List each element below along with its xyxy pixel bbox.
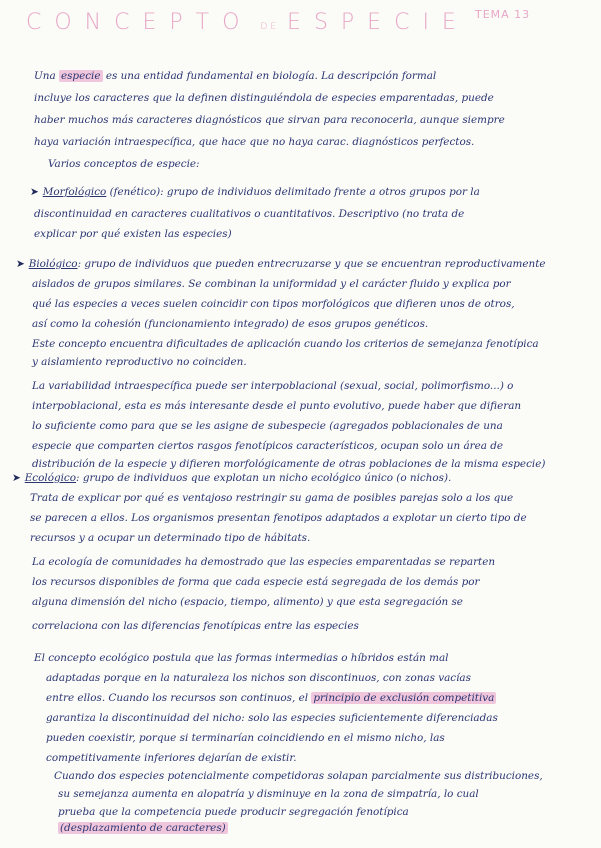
title-word-concepto: CONCEPTO <box>26 10 253 35</box>
bullet-arrow-icon: ➤ <box>12 472 21 484</box>
page-title <box>26 10 469 35</box>
biologico-line: y aislamiento reproductivo no coinciden. <box>32 356 247 368</box>
biologico-line: ➤ Biológico: grupo de individuos que pueden entrecruzarse y que se encuentran reproductivamente <box>16 258 546 270</box>
ecologia-line: alguna dimensión del nicho (espacio, tiempo, alimento) y que esta segregación se <box>32 596 463 608</box>
final-line <box>58 822 228 835</box>
final-line: su semejanza aumenta en alopatría y disminuye en la zona de simpatría, lo cual <box>58 788 479 800</box>
concept-term: Morfológico <box>42 186 107 198</box>
intro-line: haya variación intraespecífica, que hace que no haya carac. diagnósticos perfectos. <box>34 136 475 148</box>
biologico-line: distribución de la especie y difieren morfológicamente de otras poblaciones de la misma especie) <box>32 458 546 470</box>
postula-line: entre ellos. Cuando los recursos son continuos, el principio de exclusión competitiva <box>46 692 495 704</box>
ecologia-line: correlaciona con las diferencias fenotípicas entre las especies <box>32 620 359 632</box>
ecologico-line: se parecen a ellos. Los organismos presentan fenotipos adaptados a explotar un cierto tipo de <box>30 512 527 524</box>
concept-term: Ecológico <box>24 472 77 484</box>
biologico-line: qué las especies a veces suelen coincidir con tipos morfológicos que difieren unos de otros, <box>32 298 515 310</box>
intro-line: haber muchos más caracteres diagnósticos que sirvan para reconocerla, aunque siempre <box>34 114 505 126</box>
highlighted-text: especie <box>60 70 101 82</box>
highlighted-text: (desplazamiento de caracteres) <box>60 822 226 834</box>
final-line: prueba que la competencia puede producir segregación fenotípica <box>58 806 409 818</box>
title-word-de: DE <box>260 22 280 32</box>
postula-line: competitivamente inferiores dejarían de existir. <box>46 752 297 764</box>
morfologico-line: discontinuidad en caracteres cualitativos o cuantitativos. Descriptivo (no trata de <box>34 208 465 220</box>
ecologico-line: ➤ Ecológico: grupo de individuos que explotan un nicho ecológico único (o nichos). <box>12 472 452 484</box>
intro-line: Varios conceptos de especie: <box>48 158 200 170</box>
postula-line: El concepto ecológico postula que las formas intermedias o híbridos están mal <box>34 652 449 664</box>
biologico-line: lo suficiente como para que se les asigne de subespecie (agregados poblacionales de una <box>32 420 503 432</box>
morfologico-line: ➤ Morfológico (fenético): grupo de individuos delimitado frente a otros grupos por la <box>30 186 480 198</box>
postula-line: garantiza la discontinuidad del nicho: solo las especies suficientemente diferenciadas <box>46 712 498 724</box>
postula-line: adaptadas porque en la naturaleza los nichos son discontinuos, con zonas vacías <box>46 672 471 684</box>
ecologico-line: recursos y a ocupar un determinado tipo de hábitats. <box>30 532 311 544</box>
biologico-line: Este concepto encuentra dificultades de aplicación cuando los criterios de semejanza fenotípica <box>32 338 539 350</box>
bullet-arrow-icon: ➤ <box>16 258 25 270</box>
ecologia-line: los recursos disponibles de forma que cada especie está segregada de los demás por <box>32 576 480 588</box>
concept-term: Biológico <box>28 258 78 270</box>
topic-label: TEMA 13 <box>475 8 531 21</box>
morfologico-line: explicar por qué existen las especies) <box>34 228 232 240</box>
intro-line: Una especie es una entidad fundamental en biología. La descripción formal <box>34 70 437 82</box>
highlighted-text: principio de exclusión competitiva <box>313 692 495 704</box>
bullet-arrow-icon: ➤ <box>30 186 39 198</box>
ecologico-line: Trata de explicar por qué es ventajoso restringir su gama de posibles parejas solo a los que <box>30 492 514 504</box>
biologico-line: especie que comparten ciertos rasgos fenotípicos característicos, ocupan solo un área de <box>32 440 504 452</box>
biologico-line: interpoblacional, esta es más interesante desde el punto evolutivo, puede haber que difieran <box>32 400 522 412</box>
postula-line: pueden coexistir, porque si terminarían coincidiendo en el mismo nicho, las <box>46 732 445 744</box>
intro-line: incluye los caracteres que la definen distinguiéndola de especies emparentadas, puede <box>34 92 494 104</box>
ecologia-line: La ecología de comunidades ha demostrado que las especies emparentadas se reparten <box>32 556 496 568</box>
title-word-especie: ESPECIE <box>287 10 469 35</box>
biologico-line: así como la cohesión (funcionamiento integrado) de esos grupos genéticos. <box>32 318 429 330</box>
final-line: Cuando dos especies potencialmente competidoras solapan parcialmente sus distribuciones, <box>54 770 543 782</box>
biologico-line: aislados de grupos similares. Se combinan la uniformidad y el carácter fluido y explica por <box>32 278 511 290</box>
biologico-line: La variabilidad intraespecífica puede ser interpoblacional (sexual, social, polimorfismo...) o <box>32 380 514 392</box>
